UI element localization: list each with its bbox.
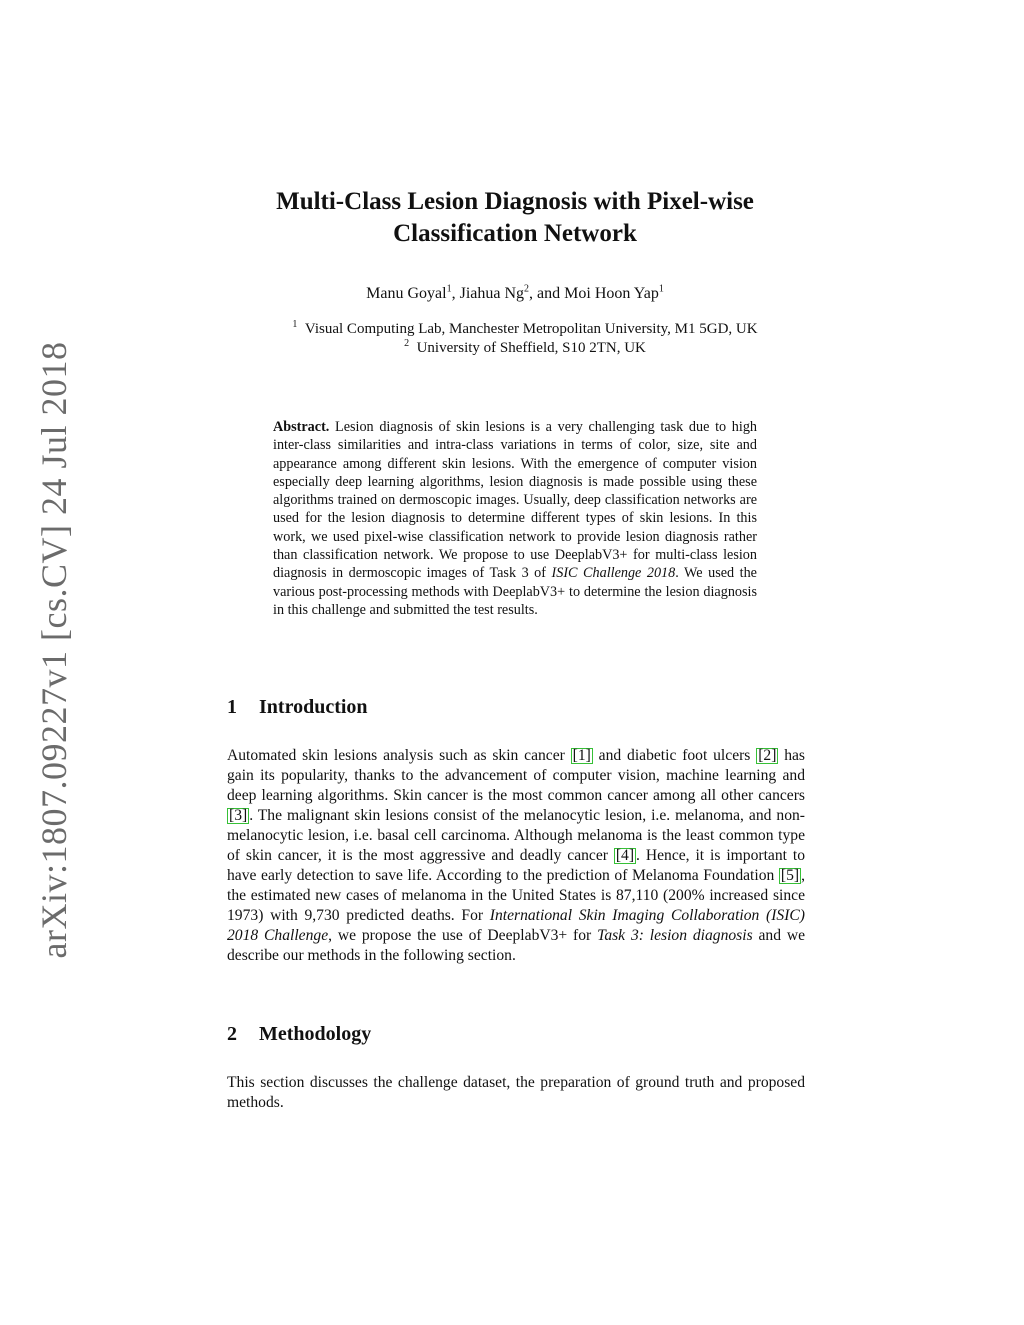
- body-text: . Hence, it is important to have early detection to save life. According to the prediction of Melanoma Foundation: [227, 847, 805, 884]
- introduction-paragraph: [227, 746, 805, 966]
- affiliations: [210, 320, 840, 358]
- body-text: Automated skin lesions analysis such as skin cancer: [227, 747, 571, 764]
- section-number: 2: [227, 1023, 237, 1045]
- title-line-2: Classification Network: [393, 220, 637, 247]
- body-text: , we propose the use of DeeplabV3+ for: [328, 927, 598, 944]
- abstract: [273, 418, 757, 619]
- section-number: 1: [227, 696, 237, 718]
- body-text: . The malignant skin lesions consist of the melanocytic lesion, i.e. melanoma, and non-melanocytic lesion, i.e. basal cell carcinoma. Although melanoma is the least common type of skin cancer, it is the most aggressive and deadly cancer: [227, 807, 805, 864]
- body-text: has gain its popularity, thanks to the advancement of computer vision, machine learning and deep learning algorithms. Skin cancer is the most common cancer among all other cancers: [227, 747, 805, 804]
- affiliation-mark: 2: [404, 338, 410, 349]
- author-separator: , and: [529, 285, 565, 302]
- citation-link[interactable]: [2]: [758, 747, 777, 764]
- affiliation-line: [210, 339, 840, 358]
- author-name: Manu Goyal: [366, 285, 447, 302]
- citation-link[interactable]: [3]: [229, 807, 248, 824]
- author-name: Jiahua Ng: [459, 285, 525, 302]
- citation-link[interactable]: [4]: [615, 847, 635, 864]
- body-text: , the estimated new cases of melanoma in the United States is 87,110 (200% increased since 1973) with 9,730 predicted deaths. For: [227, 867, 805, 924]
- section-title: Methodology: [259, 1023, 372, 1045]
- affiliation-text: Visual Computing Lab, Manchester Metropolitan University, M1 5GD, UK: [304, 321, 758, 337]
- author-list: [210, 285, 820, 303]
- body-text: and diabetic foot ulcers: [592, 747, 757, 764]
- affiliation-mark: 1: [292, 319, 298, 330]
- section-title: Introduction: [259, 696, 368, 718]
- body-text: and we describe our methods in the following section.: [227, 927, 806, 964]
- paper-title: [210, 186, 820, 250]
- author-affil-mark: 1: [446, 283, 452, 295]
- body-italic: International Skin Imaging Collaboration (ISIC) 2018 Challenge: [227, 907, 805, 944]
- arxiv-stamp: arXiv:1807.09227v1 [cs.CV] 24 Jul 2018: [34, 341, 74, 959]
- author-separator: ,: [451, 285, 460, 302]
- abstract-text: . We used the various post-processing methods with DeeplabV3+ to determine the lesion diagnosis in this challenge and submitted the test results.: [273, 565, 757, 618]
- abstract-italic: ISIC Challenge 2018: [551, 565, 676, 582]
- author-affil-mark: 2: [524, 283, 530, 295]
- section-heading-methodology: [227, 1023, 371, 1046]
- body-italic: Task 3: lesion diagnosis: [597, 927, 753, 944]
- affiliation-line: [210, 320, 840, 339]
- section-heading-introduction: [227, 696, 368, 719]
- title-line-1: Multi-Class Lesion Diagnosis with Pixel-wise: [276, 188, 754, 215]
- abstract-label: Abstract.: [273, 419, 330, 435]
- abstract-text: Lesion diagnosis of skin lesions is a very challenging task due to high inter-class similarities and intra-class variations in terms of color, size, site and appearance among different skin lesions. With the emergence of computer vision especially deep learning algorithms, lesion diagnosis is made possible using these algorithms trained on dermoscopic images. Usually, deep classification networks are used for the lesion diagnosis to determine different types of skin lesions. In this work, we used pixel-wise classification network to provide lesion diagnosis rather than classification network. We propose to use DeeplabV3+ for multi-class lesion diagnosis in dermoscopic images of Task 3 of: [273, 419, 758, 582]
- affiliation-text: University of Sheffield, S10 2TN, UK: [416, 340, 646, 356]
- citation-link[interactable]: [1]: [572, 747, 591, 764]
- methodology-paragraph: This section discusses the challenge dataset, the preparation of ground truth and proposed methods.: [227, 1074, 805, 1111]
- author-affil-mark: 1: [658, 283, 664, 295]
- citation-link[interactable]: [5]: [780, 867, 800, 884]
- author-name: Moi Hoon Yap: [564, 285, 659, 302]
